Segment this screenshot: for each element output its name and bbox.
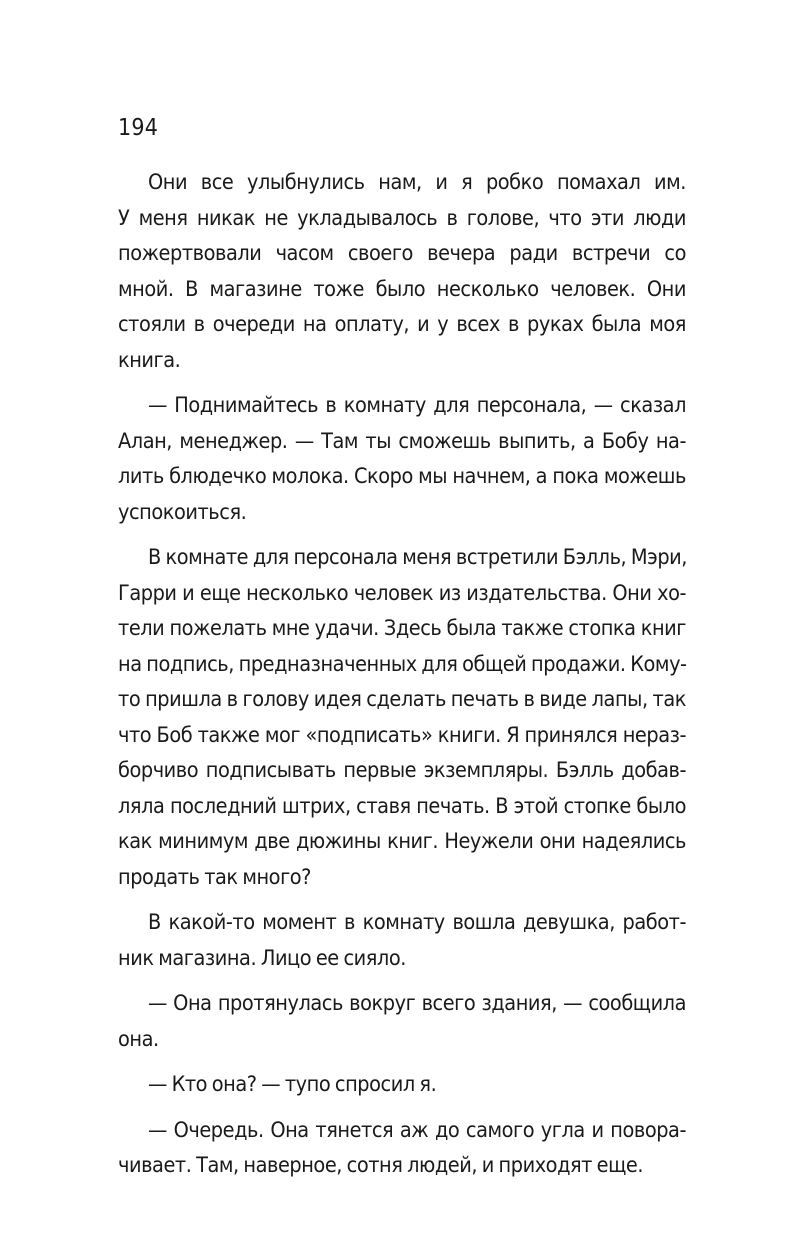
text-line: В комнате для персонала меня встретили Бэлль, Мэри,: [148, 545, 687, 570]
text-line: мной. В магазине тоже было несколько человек. Они: [118, 276, 686, 302]
text-line: лить блюдечко молока. Скоро мы начнем, а пока можешь: [118, 464, 686, 489]
paragraph: [118, 388, 686, 530]
text-line: то пришла в голову идея сделать печать в виде лапы, так: [118, 687, 686, 712]
paragraph: [118, 986, 686, 1057]
text-line: что Боб также мог «подписать» книги. Я принялся нераз-: [118, 722, 686, 748]
body-text: [118, 165, 686, 1184]
text-line: Алан, менеджер. — Там ты сможешь выпить, а Бобу на-: [118, 428, 686, 454]
text-line: борчиво подписывать первые экземпляры. Бэлль добав-: [118, 758, 686, 783]
text-line: книга.: [118, 347, 181, 373]
paragraph: [118, 1113, 686, 1184]
text-line: В какой-то момент в комнату вошла девушка, работ-: [148, 910, 686, 935]
paragraph: [118, 1067, 686, 1103]
text-line: успокоиться.: [118, 499, 247, 525]
text-line: тели пожелать мне удачи. Здесь была также стопка книг: [118, 616, 686, 641]
text-line: пожертвовали часом своего вечера ради встречи со: [118, 241, 686, 266]
page-number: 194: [118, 115, 159, 141]
text-line: — Очередь. Она тянется аж до самого угла и повора-: [148, 1117, 686, 1143]
text-line: — Она протянулась вокруг всего здания, — сообщила: [148, 991, 686, 1016]
text-line: ляла последний штрих, ставя печать. В этой стопке было: [118, 793, 686, 819]
text-line: чивает. Там, наверное, сотня людей, и приходят еще.: [118, 1153, 644, 1178]
text-line: продать так много?: [118, 864, 311, 890]
text-line: стояли в очереди на оплату, и у всех в руках была моя: [118, 312, 686, 337]
text-line: как минимум две дюжины книг. Неужели они надеялись: [118, 829, 686, 854]
paragraph: [118, 905, 686, 976]
text-line: на подпись, предназначенных для общей продажи. Кому-: [118, 651, 687, 677]
text-line: она.: [118, 1026, 159, 1052]
text-line: — Поднимайтесь в комнату для персонала, — сказал: [148, 393, 686, 418]
text-line: ник магазина. Лицо ее сияло.: [118, 945, 406, 971]
text-line: У меня никак не укладывалось в голове, что эти люди: [118, 205, 686, 231]
paragraph: [118, 540, 686, 895]
text-line: Гарри и еще несколько человек из издательства. Они хо-: [118, 580, 686, 606]
text-line: — Кто она? — тупо спросил я.: [148, 1072, 437, 1097]
text-line: Они все улыбнулись нам, и я робко помахал им.: [148, 170, 686, 195]
paragraph: [118, 165, 686, 378]
